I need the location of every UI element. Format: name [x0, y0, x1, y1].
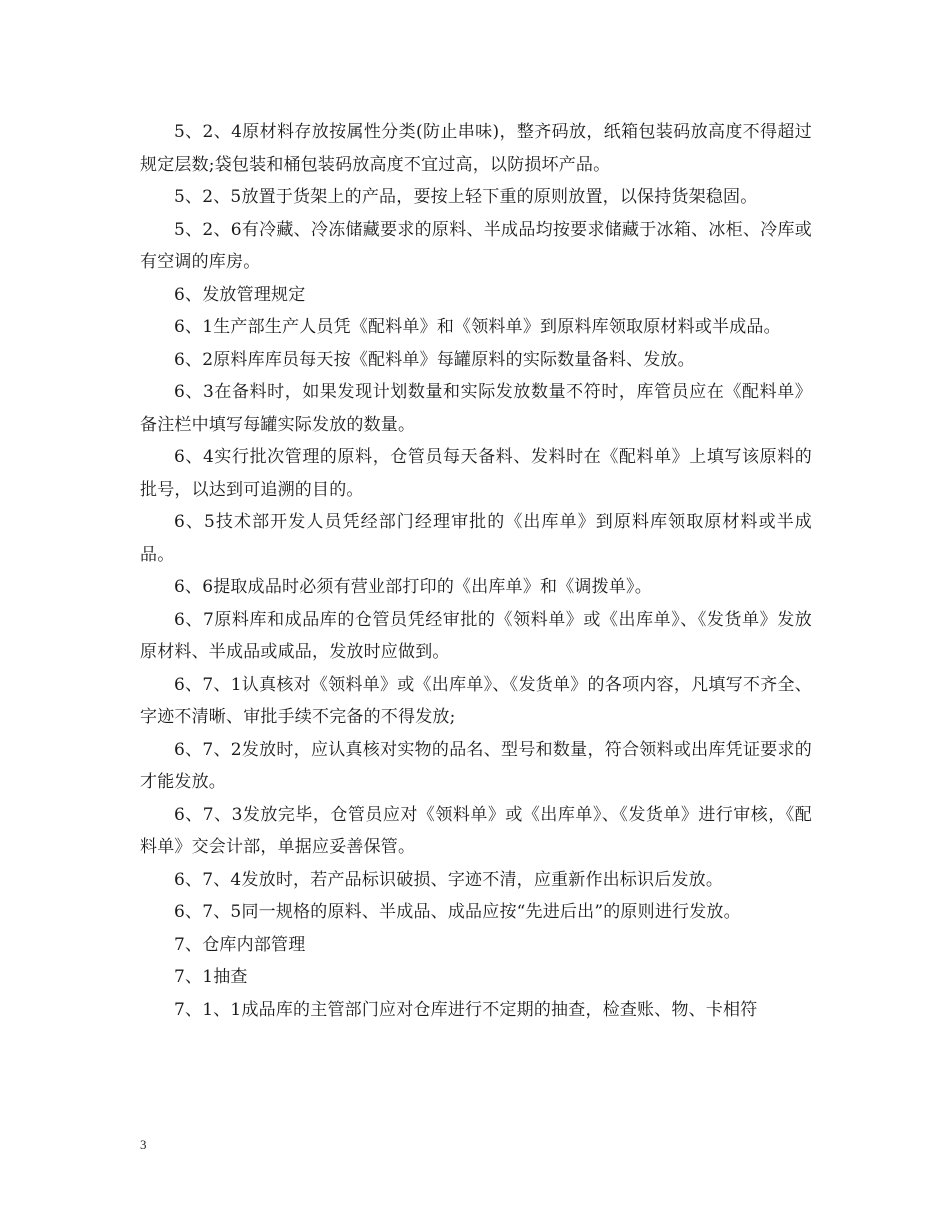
- paragraph: 6、5技术部开发人员凭经部门经理审批的《出库单》到原料库领取原材料或半成品。: [140, 512, 812, 565]
- paragraph: 6、7、1认真核对《领料单》或《出库单》、《发货单》的各项内容，凡填写不齐全、字迹不清晰、审批手续不完备的不得发放;: [140, 674, 812, 727]
- page-number: 3: [140, 1137, 147, 1152]
- paragraph: 5、2、6有冷藏、冷冻储藏要求的原料、半成品均按要求储藏于冰箱、冰柜、冷库或有空调的库房。: [140, 219, 812, 272]
- paragraph: 5、2、4原材料存放按属性分类(防止串味)，整齐码放，纸箱包装码放高度不得超过规定层数;袋包装和桶包装码放高度不宜过高，以防损坏产品。: [140, 122, 812, 175]
- paragraph: 6、3在备料时，如果发现计划数量和实际发放数量不符时，库管员应在《配料单》备注栏中填写每罐实际发放的数量。: [140, 382, 812, 435]
- paragraph: 6、2原料库库员每天按《配料单》每罐原料的实际数量备料、发放。: [174, 349, 695, 370]
- document-body: [140, 116, 812, 1026]
- paragraph: 6、1生产部生产人员凭《配料单》和《领料单》到原料库领取原材料或半成品。: [174, 317, 781, 337]
- paragraph: 6、7、4发放时，若产品标识破损、字迹不清，应重新作出标识后发放。: [174, 869, 724, 890]
- paragraph: 6、7、5同一规格的原料、半成品、成品应按“先进后出”的原则进行发放。: [174, 902, 741, 922]
- subsection-heading: 7、1抽查: [174, 967, 248, 987]
- paragraph: 6、6提取成品时必须有营业部打印的《出库单》和《调拨单》。: [174, 577, 652, 597]
- section-heading: 7、仓库内部管理: [174, 934, 306, 955]
- paragraph: 7、1、1成品库的主管部门应对仓库进行不定期的抽查，检查账、物、卡相符: [174, 999, 758, 1020]
- paragraph: 6、7、3发放完毕，仓管员应对《领料单》或《出库单》、《发货单》进行审核，《配料单》交会计部，单据应妥善保管。: [140, 804, 812, 857]
- paragraph: 5、2、5放置于货架上的产品，要按上轻下重的原则放置，以保持货架稳固。: [174, 187, 758, 207]
- paragraph: 6、7原料库和成品库的仓管员凭经审批的《领料单》或《出库单》、《发货单》发放原材料、半成品或咸品，发放时应做到。: [140, 609, 812, 662]
- paragraph: 6、7、2发放时，应认真核对实物的品名、型号和数量，符合领料或出库凭证要求的才能发放。: [140, 739, 812, 792]
- paragraph: 6、4实行批次管理的原料，仓管员每天备料、发料时在《配料单》上填写该原料的批号，以达到可追溯的目的。: [140, 447, 812, 500]
- section-heading: 6、发放管理规定: [174, 284, 306, 305]
